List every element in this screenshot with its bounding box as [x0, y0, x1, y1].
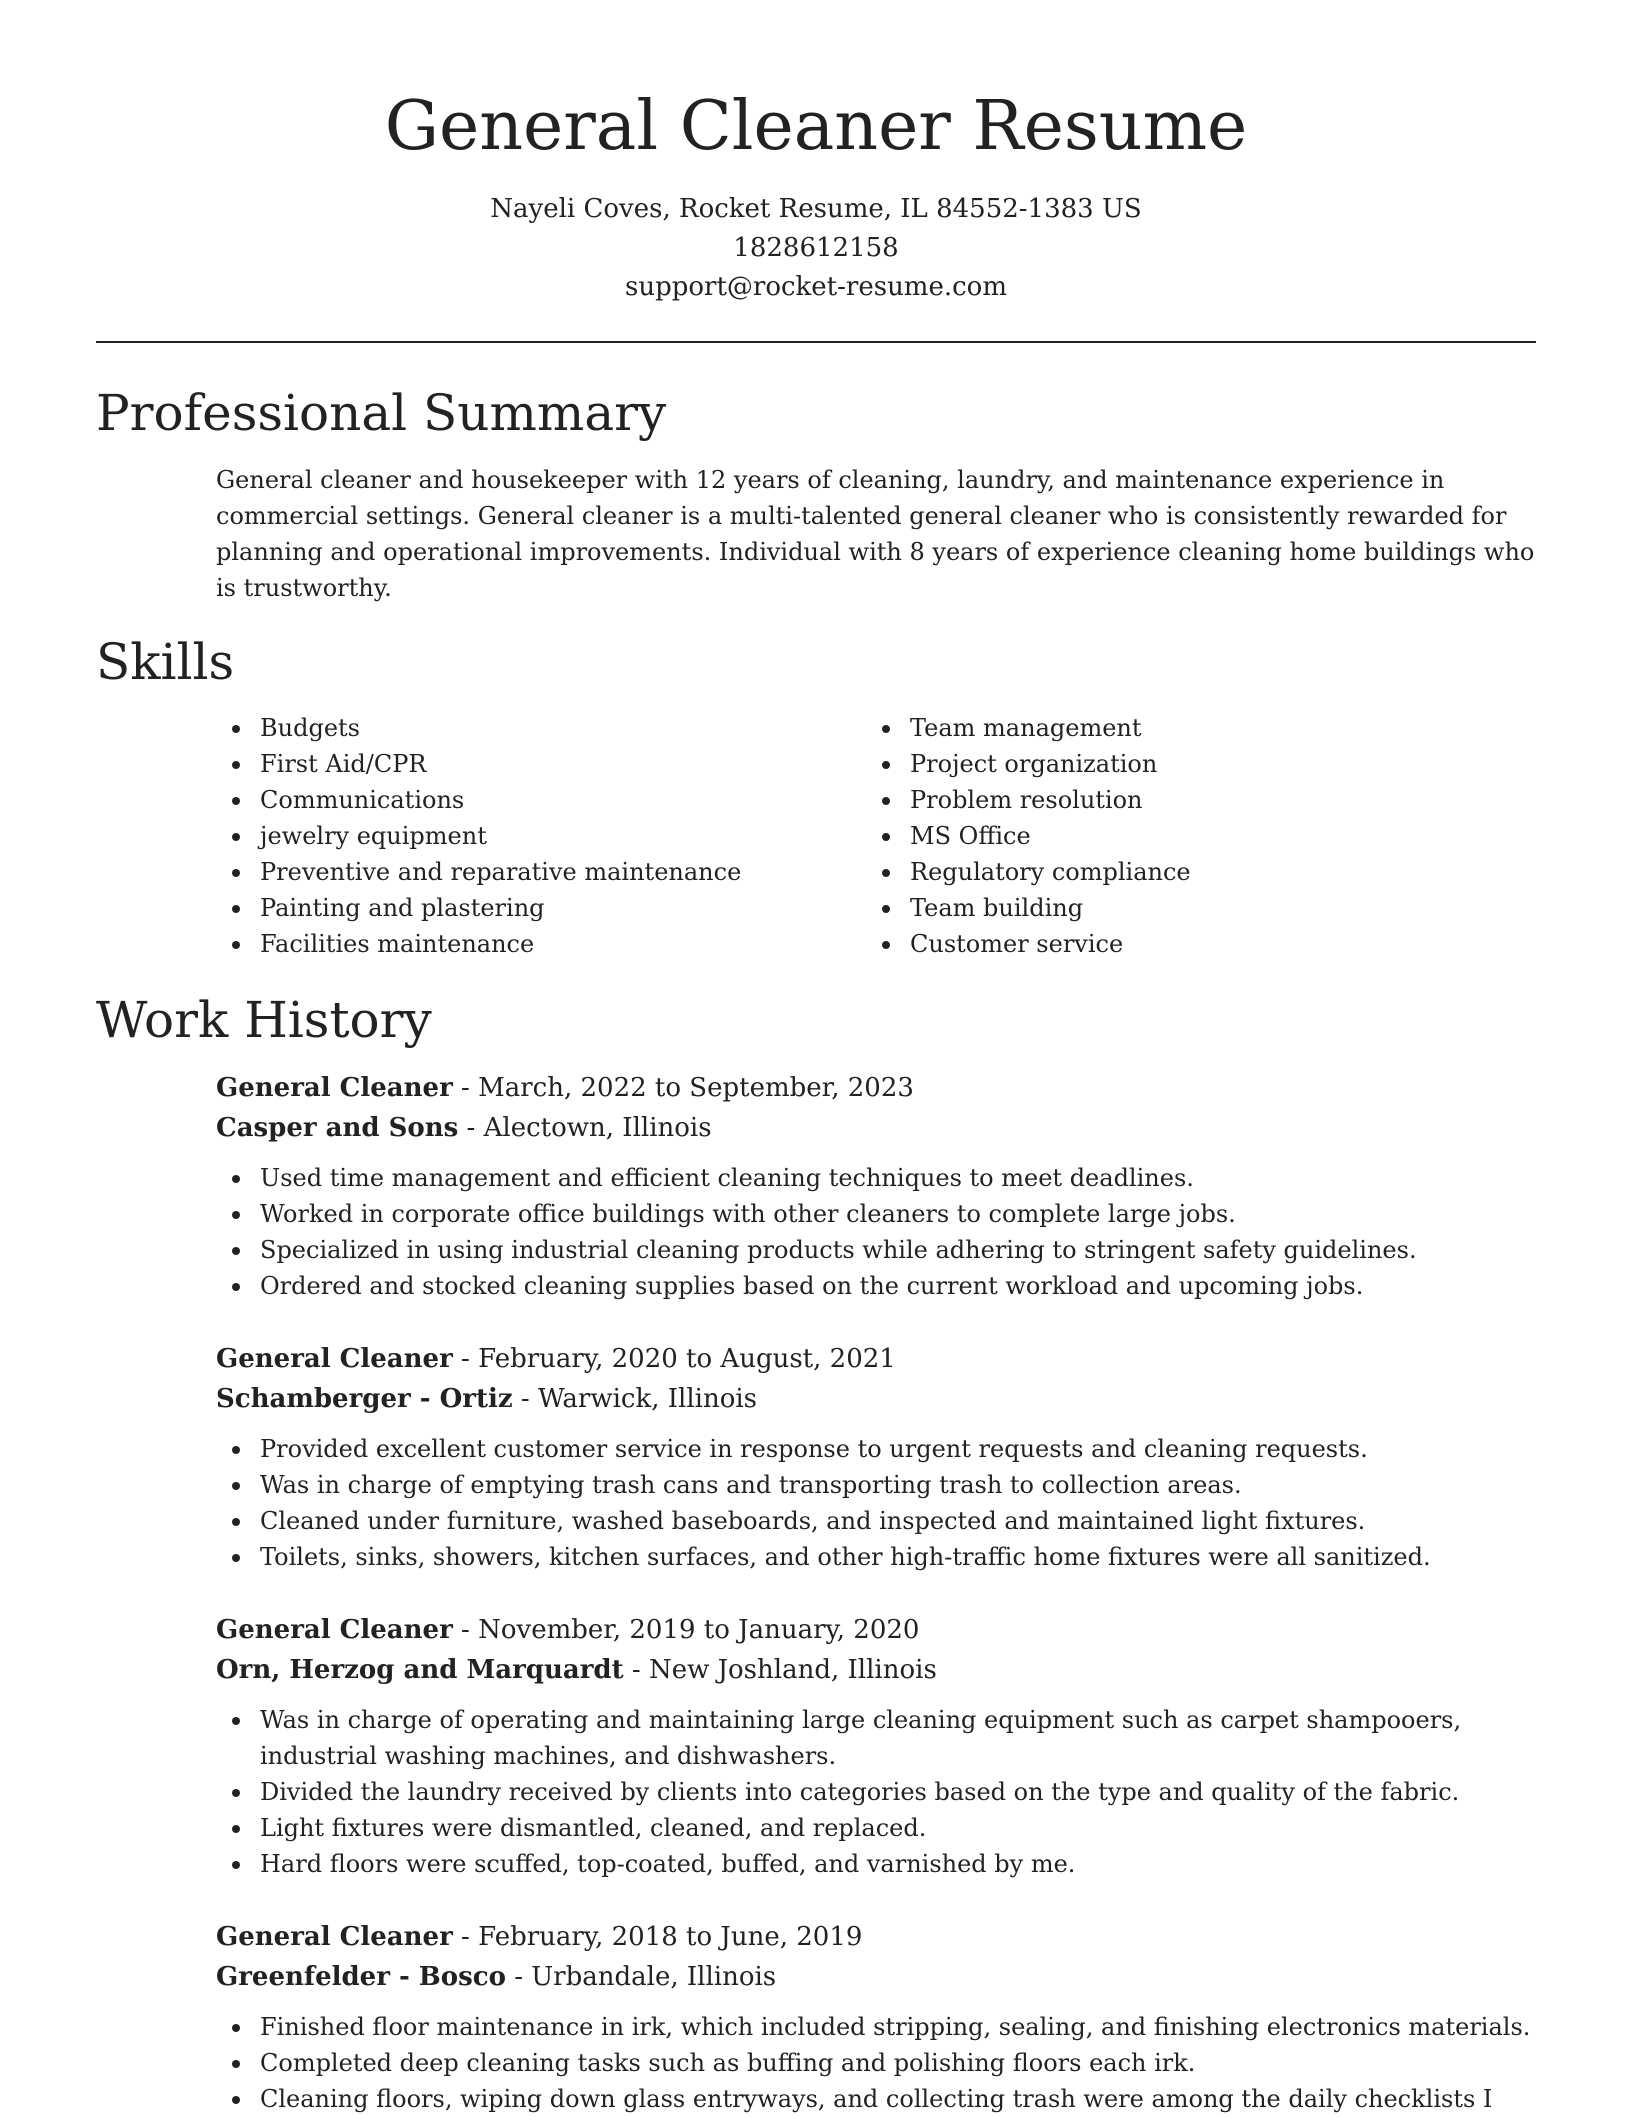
- job-bullet: Hard floors were scuffed, top-coated, buffed, and varnished by me.: [216, 1846, 1546, 1882]
- summary-text: General cleaner and housekeeper with 12 years of cleaning, laundry, and maintenance experience in commercial settings. General cleaner is a multi-talented general cleaner who is consistently rewarded for planning and operational improvements. Individual with 8 years of experience cleaning home buildings who is trustworthy.: [216, 466, 1535, 602]
- job-dates: March, 2022 to September, 2023: [478, 1073, 914, 1103]
- skill-item: Customer service: [866, 926, 1516, 962]
- job-bullets: [216, 1160, 1546, 1304]
- job-bullet: Light fixtures were dismantled, cleaned, and replaced.: [216, 1810, 1546, 1846]
- job-bullet: Divided the laundry received by clients into categories based on the type and quality of the fabric.: [216, 1774, 1546, 1810]
- job-title: General Cleaner: [216, 1344, 453, 1374]
- resume-title: General Cleaner Resume: [384, 87, 1248, 166]
- job-bullet: Ordered and stocked cleaning supplies based on the current workload and upcoming jobs.: [216, 1268, 1546, 1304]
- skill-item: Painting and plastering: [216, 890, 856, 926]
- summary-heading: Professional Summary: [96, 384, 667, 442]
- job-bullet: Worked in corporate office buildings with other cleaners to complete large jobs.: [216, 1196, 1546, 1232]
- job-company: Greenfelder - Bosco: [216, 1962, 506, 1992]
- job-bullet: Specialized in using industrial cleaning products while adhering to stringent safety guidelines.: [216, 1232, 1546, 1268]
- job-location: Warwick, Illinois: [537, 1384, 758, 1414]
- skill-item: Budgets: [216, 710, 856, 746]
- skill-item: Facilities maintenance: [216, 926, 856, 962]
- job-bullet: Was in charge of emptying trash cans and transporting trash to collection areas.: [216, 1467, 1546, 1503]
- skill-item: Project organization: [866, 746, 1516, 782]
- contact-email: support@rocket-resume.com: [624, 272, 1007, 302]
- job-company-line: Schamberger - Ortiz - Warwick, Illinois: [216, 1384, 758, 1414]
- skills-heading: Skills: [96, 633, 235, 691]
- job-bullet: Cleaning floors, wiping down glass entryways, and collecting trash were among the daily checklists I: [216, 2081, 1546, 2117]
- job-title-line: General Cleaner - March, 2022 to September, 2023: [216, 1073, 914, 1103]
- job-location: New Joshland, Illinois: [648, 1655, 937, 1685]
- job-title: General Cleaner: [216, 1073, 453, 1103]
- skill-item: Communications: [216, 782, 856, 818]
- job-company-line: Greenfelder - Bosco - Urbandale, Illinois: [216, 1962, 777, 1992]
- job-bullet: Was in charge of operating and maintaining large cleaning equipment such as carpet shampooers, industrial washing machines, and dishwashers.: [216, 1702, 1546, 1774]
- job-title-line: General Cleaner - February, 2020 to August, 2021: [216, 1344, 896, 1374]
- job-entry: [216, 1917, 1546, 2117]
- job-company: Schamberger - Ortiz: [216, 1384, 513, 1414]
- job-bullet: Provided excellent customer service in response to urgent requests and cleaning requests.: [216, 1431, 1546, 1467]
- skills-list-left: [216, 710, 856, 962]
- job-title: General Cleaner: [216, 1615, 453, 1645]
- job-title-line: General Cleaner - November, 2019 to January, 2020: [216, 1615, 920, 1645]
- skill-item: Problem resolution: [866, 782, 1516, 818]
- skill-item: jewelry equipment: [216, 818, 856, 854]
- job-dates: February, 2018 to June, 2019: [478, 1922, 863, 1952]
- skill-item: First Aid/CPR: [216, 746, 856, 782]
- job-title: General Cleaner: [216, 1922, 453, 1952]
- contact-address: Nayeli Coves, Rocket Resume, IL 84552-1383 US: [490, 194, 1142, 224]
- job-bullet: Completed deep cleaning tasks such as buffing and polishing floors each irk.: [216, 2045, 1546, 2081]
- header-divider: [96, 341, 1536, 343]
- job-bullets: [216, 2009, 1546, 2117]
- contact-phone: 1828612158: [733, 233, 899, 263]
- job-dates: November, 2019 to January, 2020: [478, 1615, 920, 1645]
- skill-item: Team building: [866, 890, 1516, 926]
- skill-item: Team management: [866, 710, 1516, 746]
- job-entry: [216, 1610, 1546, 1882]
- job-dates: February, 2020 to August, 2021: [478, 1344, 896, 1374]
- job-entry: [216, 1068, 1546, 1304]
- job-bullets: [216, 1431, 1546, 1575]
- job-location: Urbandale, Illinois: [531, 1962, 777, 1992]
- job-location: Alectown, Illinois: [483, 1113, 712, 1143]
- job-company-line: Orn, Herzog and Marquardt - New Joshland, Illinois: [216, 1655, 937, 1685]
- skill-item: Regulatory compliance: [866, 854, 1516, 890]
- job-entry: [216, 1339, 1546, 1575]
- skills-list-right: [866, 710, 1516, 962]
- job-bullets: [216, 1702, 1546, 1882]
- job-title-line: General Cleaner - February, 2018 to June, 2019: [216, 1922, 863, 1952]
- job-bullet: Toilets, sinks, showers, kitchen surfaces, and other high-traffic home fixtures were all sanitized.: [216, 1539, 1546, 1575]
- job-company: Orn, Herzog and Marquardt: [216, 1655, 624, 1685]
- work-history-heading: Work History: [96, 991, 432, 1049]
- contact-info: [0, 190, 1632, 307]
- job-bullet: Used time management and efficient cleaning techniques to meet deadlines.: [216, 1160, 1546, 1196]
- skill-item: MS Office: [866, 818, 1516, 854]
- skill-item: Preventive and reparative maintenance: [216, 854, 856, 890]
- job-company: Casper and Sons: [216, 1113, 459, 1143]
- job-bullet: Finished floor maintenance in irk, which included stripping, sealing, and finishing electronics materials.: [216, 2009, 1546, 2045]
- job-bullet: Cleaned under furniture, washed baseboards, and inspected and maintained light fixtures.: [216, 1503, 1546, 1539]
- job-company-line: Casper and Sons - Alectown, Illinois: [216, 1113, 712, 1143]
